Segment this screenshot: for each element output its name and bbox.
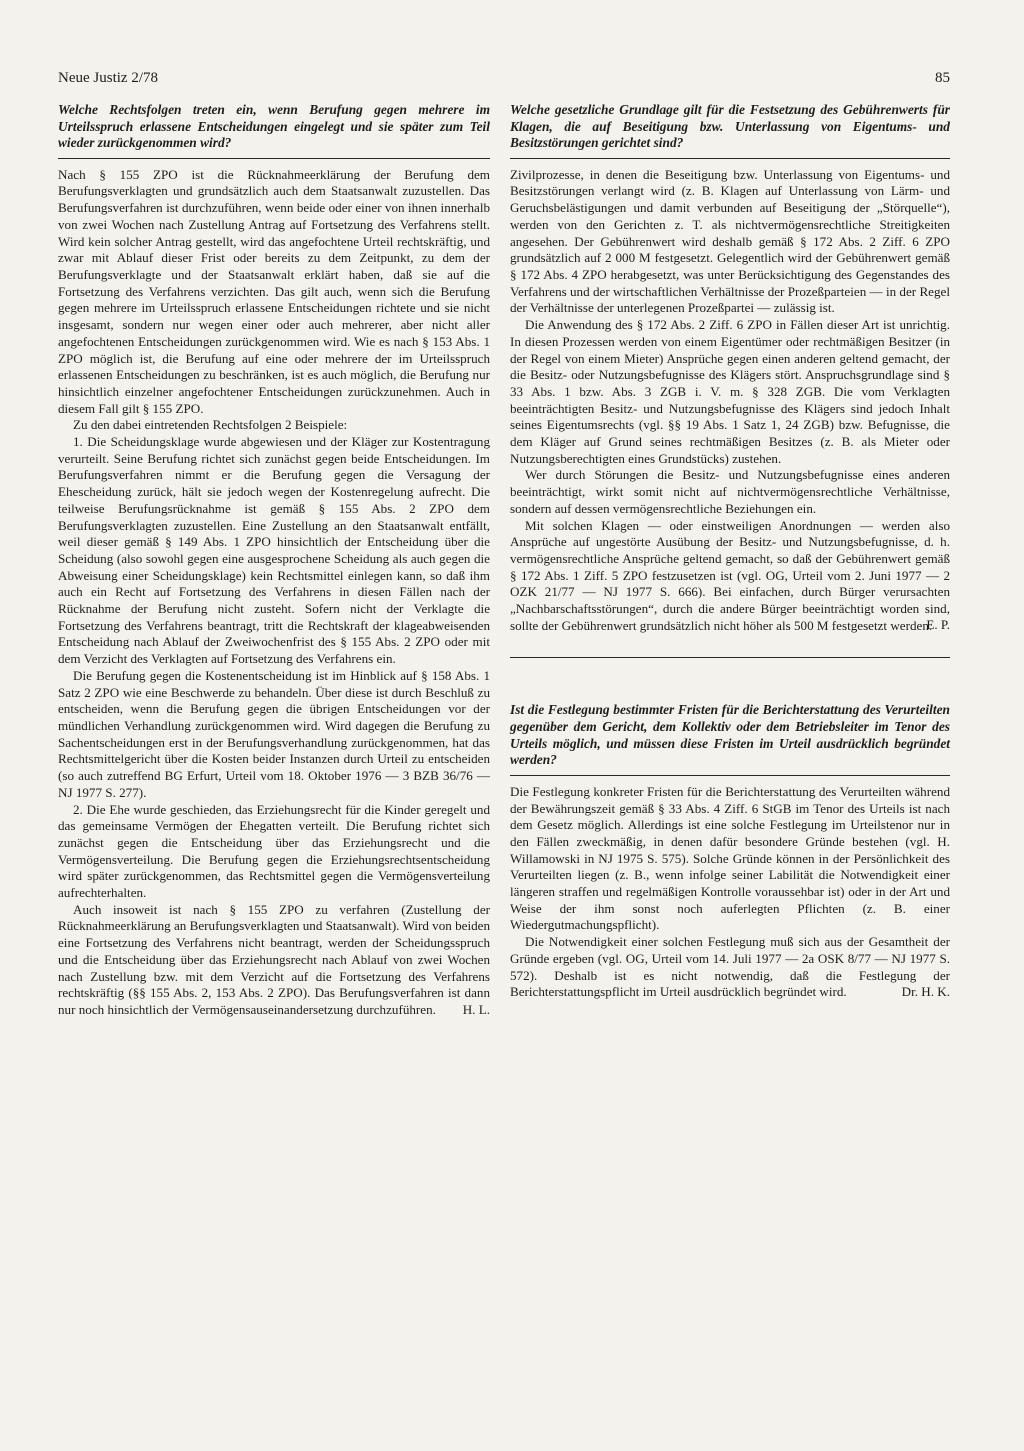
paragraph: Nach § 155 ZPO ist die Rücknahmeerklärung der Berufung dem Berufungsverklagten und grundsätzlich auch dem Staatsanwalt zuzustellen. Das Berufungsverfahren ist durchzuführen, wenn beide oder einer von ihnen innerhalb von zwei Wochen nach Zustellung Antrag auf Fortsetzung des Verfahrens stellt. Wird kein solcher Antrag gestellt, wird das angefochtene Urteil rechtskräftig, und zwar mit Ablauf dieser Frist oder bereits zu dem Zeitpunkt, zu dem der Berufungsverklagte und der Staatsanwalt erklärt haben, daß sie auf die Fortsetzung des Verfahrens verzichten. Das gilt auch, wenn sich die Berufung gegen mehrere im Urteilsspruch erlassene Entscheidungen richtete und sie nicht insgesamt, sondern nur wegen einer oder auch mehrerer, aber nicht aller angefochtenen Entscheidungen zurückgenommen wird. Wie es nach § 153 Abs. 1 ZPO möglich ist, die Berufung auf eine oder mehrere der im Urteilsspruch erlassenen Entscheidungen zu beschränken, ist es auch möglich, die Berufung nur hinsichtlich einzelner angefochtener Entscheidungen zurückzunehmen. Auch in diesem Fall gilt § 155 ZPO. bbox=[58, 166, 490, 416]
paragraph: Zu den dabei eintretenden Rechtsfolgen 2 Beispiele: bbox=[73, 417, 348, 433]
author-signature: E. P. bbox=[926, 617, 950, 633]
paragraph: Die Festlegung konkreter Fristen für die Berichterstattung des Verurteilten während der Bewährungszeit gemäß § 33 Abs. 4 Ziff. 6 StGB im Tenor des Urteils ist nach dem Gesetz möglich. Allerdings ist eine solche Festlegung im Urteilstenor nur in den Fällen zweckmäßig, in denen dafür besondere Gründe bestehen (vgl. H. Willamowski in NJ 1975 S. 575). Solche Gründe können in der Persönlichkeit des Verurteilten liegen (z. B., wenn infolge seiner Labilität die Notwendigkeit einer längeren straffen und regelmäßigen Kontrolle voraussehbar ist) oder in der Art und Weise der ihm sonst noch auferlegten Pflichten (z. B. einer Wiedergutmachungspflicht). bbox=[510, 783, 950, 933]
page-header bbox=[58, 70, 950, 92]
journal-title: Neue Justiz 2/78 bbox=[58, 70, 158, 86]
signature-line bbox=[58, 1001, 490, 1036]
paragraph: Mit solchen Klagen — oder einstweiligen Anordnungen — werden also Ansprüche auf ungestörte Ausübung der Besitz- und Nutzungsbefugnisse, d. h. vermögensrechtliche Ansprüche geltend gemacht, so daß der Gebührenwert gemäß § 172 Abs. 1 Ziff. 5 ZPO festzusetzen ist (vgl. OG, Urteil vom 2. Juni 1977 — 2 OZK 21/77 — NJ 1977 S. 666). Bei einfachen, durch Bürger verursachten „Nachbarschaftsstörungen“, durch die andere Bürger beeinträchtigt worden sind, sollte der Gebührenwert grundsätzlich nicht höher als 500 M festgesetzt werden. bbox=[510, 517, 950, 633]
divider bbox=[510, 775, 950, 776]
paragraph: Die Berufung gegen die Kostenentscheidung ist im Hinblick auf § 158 Abs. 1 Satz 2 ZPO wie eine Beschwerde zu behandeln. Über diese ist durch Beschluß zu entscheiden, wenn die Berufung gegen die übrigen Entscheidungen vor der mündlichen Verhandlung zurückgenommen wird. Wird dagegen die Berufung zu Sachentscheidungen erst in der Berufungsverhandlung zurückgenommen, hat das Rechtsmittelgericht über die Kosten beider Instanzen durch Urteil zu entscheiden (so auch zutreffend BG Erfurt, Urteil vom 18. Oktober 1976 — 3 BZB 36/76 — NJ 1977 S. 277). bbox=[58, 667, 490, 800]
divider bbox=[510, 657, 950, 658]
paragraph: Auch insoweit ist nach § 155 ZPO zu verfahren (Zustellung der Rücknahmeerklärung an Berufungsverklagten und Staatsanwalt). Wird von beiden eine Fortsetzung des Verfahrens nicht beantragt, werden der Scheidungsspruch und die Entscheidung über das Erziehungsrecht nach Ablauf von zwei Wochen nach Zustellung bzw. mit dem Verzicht auf die Fortsetzung des Verfahrens rechtskräftig (§§ 155 Abs. 2, 153 Abs. 2 ZPO). Das Berufungsverfahren ist dann nur noch hinsichtlich der Vermögensauseinandersetzung durchzuführen. bbox=[58, 901, 490, 1017]
paragraph: Wer durch Störungen die Besitz- und Nutzungsbefugnisse eines anderen beeinträchtigt, wirkt somit nicht auf nichtvermögensrechtliche Verhältnisse, sondern auf dessen vermögensrechtliche Beziehungen ein. bbox=[510, 467, 950, 516]
right-column bbox=[510, 102, 950, 1018]
signature-line bbox=[510, 617, 950, 651]
paragraph: Zivilprozesse, in denen die Beseitigung bzw. Unterlassung von Eigentums- und Besitzstörungen verlangt wird (z. B. Klagen auf Unterlassung von Lärm- und Geruchsbelästigungen und damit verbunden auf Beseitigung der „Störquelle“), werden von den Gerichten z. T. als nichtvermögensrechtliche Streitigkeiten angesehen. Der Gebührenwert wird deshalb gemäß § 172 Abs. 2 Ziff. 6 ZPO grundsätzlich auf 2 000 M festgesetzt. Gelegentlich wird der Gebührenwert gemäß § 172 Abs. 4 ZPO herabgesetzt, was unter Berücksichtigung des Gegenstandes des Verfahrens und der wirtschaftlichen Verhältnisse der Prozeßparteien — in der Regel der Verhältnisse der unterlegenen Prozeßpartei — zulässig ist. bbox=[510, 166, 950, 316]
question-heading: Ist die Festlegung bestimmter Fristen für die Berichterstattung des Verurteilten gegenüber dem Gericht, dem Kollektiv oder dem Betriebsleiter im Tenor des Urteils möglich, und müssen diese Fristen im Urteil ausdrücklich begründet werden? bbox=[510, 702, 950, 768]
paragraph: Die Notwendigkeit einer solchen Festlegung muß sich aus der Gesamtheit der Gründe ergeben (vgl. OG, Urteil vom 14. Juli 1977 — 2a OSK 8/77 — NJ 1977 S. 572). Deshalb ist es nicht notwendig, daß die Festlegung der Berichterstattungspflicht im Urteil ausdrücklich begründet wird. bbox=[510, 934, 950, 1000]
author-signature: H. L. bbox=[462, 1001, 490, 1017]
question-heading: Welche gesetzliche Grundlage gilt für die Festsetzung des Gebührenwerts für Klagen, die auf Beseitigung bzw. Unterlassung von Eigentums- und Besitzstörungen gerichtet sind? bbox=[510, 102, 950, 151]
paragraph: Die Anwendung des § 172 Abs. 2 Ziff. 6 ZPO in Fällen dieser Art ist unrichtig. In diesen Prozessen werden von einem Eigentümer oder rechtmäßigen Besitzer (in der Regel von einem Mieter) Ansprüche gegen einen anderen geltend gemacht, der die Besitz- oder Nutzungsbefugnisse des Klägers stört. Anspruchsgrundlage sind § 33 Abs. 1 bzw. Abs. 3 ZGB i. V. m. § 328 ZGB. Die vom Verklagten beeinträchtigten Besitz- und Nutzungsbefugnisse des Klägers sind jedoch Inhalt seines Eigentumsrechts (vgl. §§ 19 Abs. 1 Satz 1, 24 ZGB) bzw. Befugnisse, die dem Kläger auf Grund seines rechtmäßigen Besitzes (z. B. als Mieter oder Nutzungsberechtigten eines Grundstücks) zustehen. bbox=[510, 317, 950, 466]
divider bbox=[58, 158, 490, 159]
paragraph: 1. Die Scheidungsklage wurde abgewiesen und der Kläger zur Kostentragung verurteilt. Seine Berufung richtet sich zunächst gegen beide Entscheidungen. Im Berufungsverfahren nimmt er die Berufung gegen die Versagung der Ehescheidung zurück, hält sie jedoch wegen der Kostenregelung aufrecht. Die teilweise Berufungsrücknahme ist gemäß § 155 Abs. 2 ZPO dem Berufungsverklagten zuzustellen. Eine Zustellung an den Staatsanwalt entfällt, weil dieser gemäß § 149 Abs. 1 ZPO hinsichtlich der Entscheidung über die Scheidung (also sowohl gegen eine ausgesprochene Scheidung als auch gegen die Abweisung einer Scheidungsklage) kein Rechtsmittel einlegen kann, so daß ihm auch ein Recht auf Fortsetzung des Verfahrens in diesen Fällen nach der Rücknahme der Berufung nicht zusteht. Sofern nicht der Verklagte die Fortsetzung des Verfahrens beantragt, tritt die Rechtskraft der klageabweisenden Entscheidung nach Ablauf der Zweiwochenfrist des § 155 Abs. 2 ZPO oder mit dem Verzicht des Verklagten auf Fortsetzung des Verfahrens ein. bbox=[58, 434, 490, 667]
author-signature: Dr. H. K. bbox=[901, 983, 950, 999]
section-gap bbox=[510, 666, 950, 702]
question-heading: Welche Rechtsfolgen treten ein, wenn Berufung gegen mehrere im Urteilsspruch erlassene Entscheidungen eingelegt und sie später zum Teil wieder zurückgenommen wird? bbox=[58, 102, 490, 151]
divider bbox=[510, 158, 950, 159]
page-number: 85 bbox=[935, 70, 950, 86]
left-column bbox=[58, 102, 490, 1036]
paragraph: 2. Die Ehe wurde geschieden, das Erziehungsrecht für die Kinder geregelt und das gemeinsame Vermögen der Ehegatten verteilt. Die Berufung richtet sich zunächst gegen die Entscheidung über das Erziehungsrecht und die Vermögensverteilung. Die Berufung gegen die Erziehungsrechtsentscheidung wird später zurückgenommen, das Rechtsmittel gegen die Vermögensverteilung aufrechterhalten. bbox=[58, 801, 490, 901]
signature-line bbox=[510, 983, 950, 1018]
